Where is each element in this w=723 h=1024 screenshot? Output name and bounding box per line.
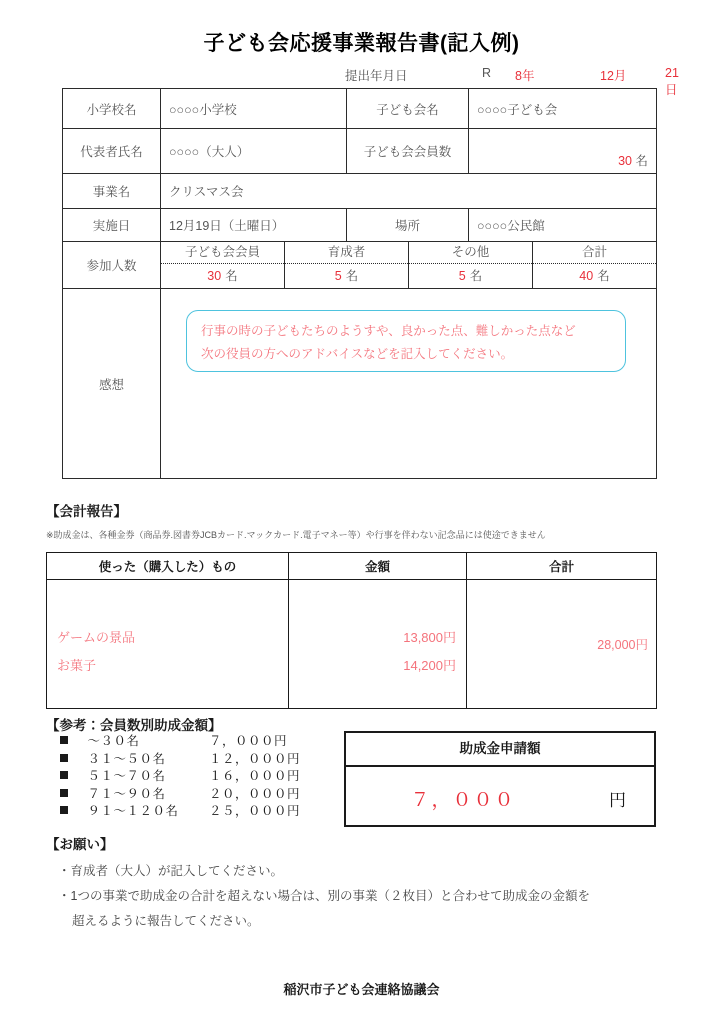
table-row xyxy=(47,580,657,709)
reference-list xyxy=(60,733,300,821)
participants-number: 30 xyxy=(207,269,222,283)
school-name-value[interactable]: ○○○○小学校 xyxy=(161,89,347,129)
column-header-amount: 金額 xyxy=(289,553,467,580)
submission-date-line xyxy=(160,66,679,97)
subsidy-title: 助成金申請額 xyxy=(346,733,654,767)
participants-number: 5 xyxy=(458,269,466,283)
participants-value[interactable] xyxy=(533,264,656,288)
accounting-item-amount: 14,200円 xyxy=(403,658,456,673)
participants-column-others xyxy=(409,242,533,288)
column-header-item: 使った（購入した）もの xyxy=(47,553,289,580)
table-row xyxy=(63,89,657,129)
participants-value[interactable] xyxy=(161,264,284,288)
table-header-row xyxy=(47,553,657,580)
square-bullet-icon xyxy=(60,806,68,814)
request-line-3: 超えるように報告してください。 xyxy=(72,914,260,928)
reference-range: ～３０名 xyxy=(87,734,140,748)
event-date-value[interactable]: 12月19日（土曜日） xyxy=(161,209,347,242)
participants-unit: 名 xyxy=(225,269,238,283)
member-count-unit: 名 xyxy=(635,154,648,168)
participants-grid xyxy=(161,242,657,289)
event-date-label: 実施日 xyxy=(63,209,161,242)
representative-value[interactable]: ○○○○（大人） xyxy=(161,129,347,174)
subsidy-application-box xyxy=(344,731,656,827)
accounting-item-name: ゲームの景品 xyxy=(57,630,136,645)
reference-amount: １２，０００円 xyxy=(208,751,300,766)
accounting-item-amount: 13,800円 xyxy=(403,630,456,645)
impression-area[interactable] xyxy=(161,289,657,479)
accounting-total-value[interactable]: 28,000円 xyxy=(467,580,657,709)
subsidy-amount-unit: 円 xyxy=(609,791,626,810)
impression-line-2: 次の役員の方へのアドバイスなどを記入してください。 xyxy=(201,347,514,362)
impression-callout xyxy=(186,310,626,372)
table-row xyxy=(63,174,657,209)
participants-header: その他 xyxy=(409,242,532,264)
square-bullet-icon xyxy=(60,789,68,797)
participants-label: 参加人数 xyxy=(63,242,161,289)
member-count-label: 子ども会会員数 xyxy=(347,129,469,174)
list-item xyxy=(60,786,300,804)
subsidy-amount-field[interactable] xyxy=(346,767,654,827)
school-name-label: 小学校名 xyxy=(63,89,161,129)
submission-day: 21日 xyxy=(665,66,679,97)
spacer xyxy=(299,580,456,624)
representative-label: 代表者氏名 xyxy=(63,129,161,174)
accounting-note: ※助成金は、各種金券（商品券.図書券JCBカード.マックカード.電子マネー等）や行事を伴わない記念品には使途できません xyxy=(46,530,546,540)
member-count-number: 30 xyxy=(618,154,632,168)
list-item xyxy=(60,803,300,821)
participants-header: 育成者 xyxy=(285,242,408,264)
place-label: 場所 xyxy=(347,209,469,242)
participants-value[interactable] xyxy=(285,264,408,288)
submission-era: R xyxy=(482,66,492,80)
reference-range: ３１～５０名 xyxy=(87,751,166,766)
participants-column-members xyxy=(161,242,285,288)
club-name-label: 子ども会名 xyxy=(347,89,469,129)
square-bullet-icon xyxy=(60,771,68,779)
accounting-amounts-cell[interactable] xyxy=(289,580,467,709)
participants-unit: 名 xyxy=(345,269,359,283)
participants-number: 5 xyxy=(334,269,342,283)
member-count-value[interactable] xyxy=(469,129,657,174)
table-row xyxy=(63,129,657,174)
submission-year: 8年 xyxy=(515,69,535,83)
subsidy-amount-value: ７，０００ xyxy=(410,790,516,811)
accounting-items-cell[interactable] xyxy=(47,580,289,709)
event-name-value[interactable]: クリスマス会 xyxy=(161,174,657,209)
participants-unit: 名 xyxy=(597,269,610,283)
submission-date-label: 提出年月日 xyxy=(345,69,408,83)
square-bullet-icon xyxy=(60,736,68,744)
submission-month: 12月 xyxy=(600,69,627,83)
table-row xyxy=(63,289,657,479)
participants-column-leaders xyxy=(285,242,409,288)
column-header-total: 合計 xyxy=(467,553,657,580)
reference-amount: １６，０００円 xyxy=(208,769,300,783)
participants-value[interactable] xyxy=(409,264,532,288)
club-name-value[interactable]: ○○○○子ども会 xyxy=(469,89,657,129)
participants-unit: 名 xyxy=(469,269,483,283)
request-line-2: ・1つの事業で助成金の合計を超えない場合は、別の事業（２枚目）と合わせて助成金の金額を xyxy=(58,889,590,903)
reference-amount: ７，０００円 xyxy=(208,734,287,748)
reference-amount: ２５，０００円 xyxy=(208,804,300,818)
reference-amount: ２０，０００円 xyxy=(208,786,300,801)
impression-line-1: 行事の時の子どもたちのようすや、良かった点、難しかった点など xyxy=(201,324,576,338)
reference-range: ５１～７０名 xyxy=(87,769,166,783)
accounting-item-name: お菓子 xyxy=(57,658,97,673)
page-title: 子ども会応援事業報告書(記入例) xyxy=(203,32,520,55)
table-row xyxy=(63,209,657,242)
accounting-table xyxy=(46,552,657,709)
request-line-1: ・育成者（大人）が記入してください。 xyxy=(58,864,284,878)
list-item xyxy=(60,733,300,751)
list-item xyxy=(60,751,300,769)
participants-column-total xyxy=(533,242,656,288)
square-bullet-icon xyxy=(60,754,68,762)
place-value[interactable]: ○○○○公民館 xyxy=(469,209,657,242)
footer-organization: 稲沢市子ども会連絡協議会 xyxy=(283,982,440,997)
report-info-table xyxy=(62,88,657,479)
impression-label: 感想 xyxy=(63,289,161,479)
participants-header: 合計 xyxy=(533,242,656,264)
spacer xyxy=(57,580,278,624)
participants-number: 40 xyxy=(579,269,594,283)
requests-heading: 【お願い】 xyxy=(46,837,114,852)
reference-range: ７１～９０名 xyxy=(87,786,166,801)
list-item xyxy=(60,768,300,786)
reference-range: ９１～１２０名 xyxy=(87,804,179,818)
table-row xyxy=(63,242,657,289)
event-name-label: 事業名 xyxy=(63,174,161,209)
reference-heading: 【参考：会員数別助成金額】 xyxy=(46,718,222,733)
participants-header: 子ども会会員 xyxy=(161,242,284,264)
accounting-heading: 【会計報告】 xyxy=(46,504,127,519)
